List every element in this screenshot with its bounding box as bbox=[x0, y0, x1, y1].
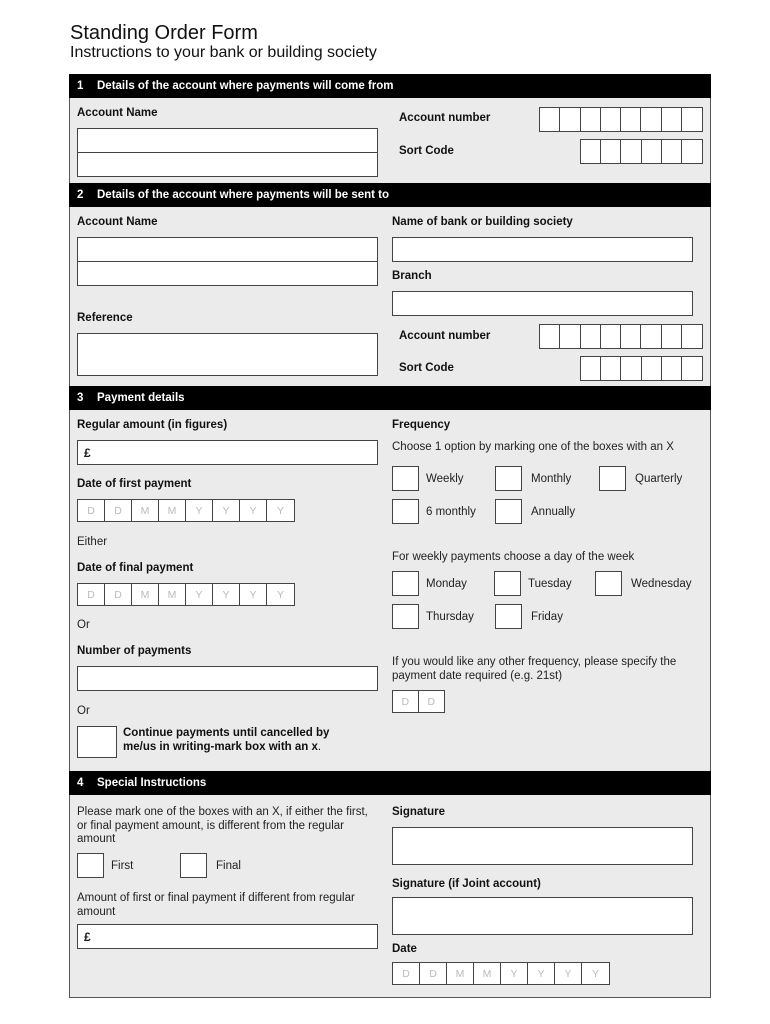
section-2-title: Details of the account where payments will be sent to bbox=[97, 189, 390, 201]
section-3-header bbox=[69, 386, 711, 410]
digit-cell[interactable] bbox=[621, 357, 641, 380]
six-monthly-checkbox[interactable] bbox=[392, 499, 419, 524]
date-cell[interactable]: Y bbox=[186, 500, 213, 521]
section-3-title: Payment details bbox=[97, 392, 185, 404]
s1-account-name-input-1[interactable] bbox=[77, 128, 378, 153]
date-cell[interactable]: M bbox=[474, 963, 501, 984]
s2-reference-label: Reference bbox=[77, 312, 133, 324]
s2-account-name-label: Account Name bbox=[77, 216, 158, 228]
date-label: Date bbox=[392, 943, 417, 955]
digit-cell[interactable] bbox=[621, 325, 641, 348]
digit-cell[interactable] bbox=[682, 357, 702, 380]
weekly-checkbox[interactable] bbox=[392, 466, 419, 491]
number-of-payments-input[interactable] bbox=[77, 666, 378, 691]
either-text: Either bbox=[77, 536, 108, 548]
day-cell[interactable]: D bbox=[393, 691, 419, 712]
digit-cell[interactable] bbox=[581, 357, 601, 380]
final-payment-date-grid[interactable] bbox=[77, 583, 295, 606]
digit-cell[interactable] bbox=[621, 140, 641, 163]
digit-cell[interactable] bbox=[662, 108, 682, 131]
joint-signature-input[interactable] bbox=[392, 897, 693, 935]
weekly-label: Weekly bbox=[426, 473, 464, 485]
regular-amount-input[interactable] bbox=[77, 440, 378, 465]
quarterly-checkbox[interactable] bbox=[599, 466, 626, 491]
frequency-instruction: Choose 1 option by marking one of the boxes with an X bbox=[392, 441, 674, 453]
date-cell[interactable]: Y bbox=[591, 967, 599, 980]
date-cell[interactable]: D bbox=[420, 963, 447, 984]
signature-input[interactable] bbox=[392, 827, 693, 865]
quarterly-label: Quarterly bbox=[635, 473, 683, 485]
s2-branch-label: Branch bbox=[392, 270, 432, 282]
date-cell[interactable]: D bbox=[105, 500, 132, 521]
date-cell[interactable]: M bbox=[159, 500, 186, 521]
amount-different-label: Amount of first or final payment if different from regular amount bbox=[77, 892, 355, 918]
date-cell[interactable]: Y bbox=[213, 584, 240, 605]
monthly-checkbox[interactable] bbox=[495, 466, 522, 491]
s1-account-name-input-2[interactable] bbox=[77, 152, 378, 177]
final-label: Final bbox=[216, 860, 241, 872]
digit-cell[interactable] bbox=[540, 108, 560, 131]
digit-cell[interactable] bbox=[601, 140, 621, 163]
date-cell[interactable]: Y bbox=[276, 504, 284, 517]
first-label: First bbox=[111, 860, 134, 872]
s1-sort-code-grid[interactable] bbox=[580, 139, 703, 164]
digit-cell[interactable] bbox=[641, 325, 661, 348]
digit-cell[interactable] bbox=[601, 325, 621, 348]
digit-cell[interactable] bbox=[621, 108, 641, 131]
s2-account-number-label: Account number bbox=[399, 330, 491, 342]
signature-date-grid[interactable] bbox=[392, 962, 610, 985]
section-4-title: Special Instructions bbox=[97, 777, 207, 789]
date-cell[interactable]: Y bbox=[240, 584, 267, 605]
different-amount-input[interactable] bbox=[77, 924, 378, 949]
s2-account-number-grid[interactable] bbox=[539, 324, 703, 349]
s1-sort-code-label: Sort Code bbox=[399, 145, 454, 157]
annually-label: Annually bbox=[531, 506, 576, 518]
digit-cell[interactable] bbox=[581, 325, 601, 348]
date-cell[interactable]: M bbox=[447, 963, 474, 984]
frequency-label: Frequency bbox=[392, 419, 451, 431]
first-payment-label: Date of first payment bbox=[77, 478, 192, 490]
thursday-checkbox[interactable] bbox=[392, 604, 419, 629]
section-1-header bbox=[69, 74, 711, 98]
date-cell[interactable]: M bbox=[159, 584, 186, 605]
section-1-number: 1 bbox=[77, 80, 84, 92]
continue-payments-checkbox[interactable] bbox=[77, 726, 117, 758]
s2-bank-name-input[interactable] bbox=[392, 237, 693, 262]
digit-cell[interactable] bbox=[682, 140, 702, 163]
continue-payments-label bbox=[123, 727, 363, 754]
digit-cell[interactable] bbox=[662, 140, 682, 163]
friday-label: Friday bbox=[531, 611, 563, 623]
date-cell[interactable]: Y bbox=[240, 500, 267, 521]
friday-checkbox[interactable] bbox=[495, 604, 522, 629]
special-instruction-text: Please mark one of the boxes with an X, if either the first, or final payment amount, is different from the regular amount bbox=[77, 806, 368, 845]
annually-checkbox[interactable] bbox=[495, 499, 522, 524]
final-checkbox[interactable] bbox=[180, 853, 207, 878]
weekly-day-instruction: For weekly payments choose a day of the week bbox=[392, 551, 635, 563]
continue-payments-period: . bbox=[317, 740, 322, 753]
other-frequency-day-grid[interactable] bbox=[392, 690, 445, 713]
number-of-payments-label: Number of payments bbox=[77, 645, 192, 657]
digit-cell[interactable] bbox=[560, 325, 580, 348]
page-subtitle: Instructions to your bank or building society bbox=[70, 44, 377, 61]
digit-cell[interactable] bbox=[662, 357, 682, 380]
or-text-2: Or bbox=[77, 705, 90, 717]
currency-symbol: £ bbox=[84, 930, 91, 944]
digit-cell[interactable] bbox=[682, 325, 702, 348]
s2-sort-code-grid[interactable] bbox=[580, 356, 703, 381]
section-4-header bbox=[69, 771, 711, 795]
regular-amount-label: Regular amount (in figures) bbox=[77, 419, 228, 431]
digit-cell[interactable] bbox=[581, 108, 601, 131]
s2-account-name-input-2[interactable] bbox=[77, 261, 378, 286]
s1-account-number-grid[interactable] bbox=[539, 107, 703, 132]
currency-symbol: £ bbox=[84, 446, 91, 460]
date-cell[interactable]: Y bbox=[555, 963, 582, 984]
thursday-label: Thursday bbox=[426, 611, 474, 623]
date-cell[interactable]: D bbox=[78, 500, 105, 521]
section-3-number: 3 bbox=[77, 392, 84, 404]
s2-reference-input[interactable] bbox=[77, 333, 378, 376]
date-cell[interactable]: Y bbox=[186, 584, 213, 605]
s1-account-number-label: Account number bbox=[399, 112, 491, 124]
monday-label: Monday bbox=[426, 578, 467, 590]
day-cell[interactable]: D bbox=[427, 695, 436, 708]
wednesday-checkbox[interactable] bbox=[595, 571, 622, 596]
digit-cell[interactable] bbox=[642, 140, 662, 163]
date-cell[interactable]: Y bbox=[213, 500, 240, 521]
date-cell[interactable]: D bbox=[105, 584, 132, 605]
digit-cell[interactable] bbox=[662, 325, 682, 348]
monthly-label: Monthly bbox=[531, 473, 572, 485]
continue-payments-text: Continue payments until cancelled by me/us in writing-mark box with an x bbox=[123, 727, 330, 753]
section-2-header bbox=[69, 183, 711, 207]
s2-branch-input[interactable] bbox=[392, 291, 693, 316]
date-cell[interactable]: Y bbox=[501, 963, 528, 984]
date-cell[interactable]: Y bbox=[276, 588, 284, 601]
s2-account-name-input-1[interactable] bbox=[77, 237, 378, 262]
digit-cell[interactable] bbox=[682, 108, 702, 131]
tuesday-checkbox[interactable] bbox=[494, 571, 521, 596]
digit-cell[interactable] bbox=[560, 108, 580, 131]
monday-checkbox[interactable] bbox=[392, 571, 419, 596]
first-payment-date-grid[interactable] bbox=[77, 499, 295, 522]
digit-cell[interactable] bbox=[540, 325, 560, 348]
date-cell[interactable]: D bbox=[393, 963, 420, 984]
page-title: Standing Order Form bbox=[70, 22, 258, 44]
or-text-1: Or bbox=[77, 619, 90, 631]
digit-cell[interactable] bbox=[601, 357, 621, 380]
digit-cell[interactable] bbox=[601, 108, 621, 131]
digit-cell[interactable] bbox=[642, 357, 662, 380]
six-monthly-label: 6 monthly bbox=[426, 506, 476, 518]
first-checkbox[interactable] bbox=[77, 853, 104, 878]
tuesday-label: Tuesday bbox=[528, 578, 572, 590]
s2-bank-name-label: Name of bank or building society bbox=[392, 216, 573, 228]
section-2-number: 2 bbox=[77, 189, 84, 201]
joint-signature-label: Signature (if Joint account) bbox=[392, 878, 541, 890]
s1-account-name-label: Account Name bbox=[77, 107, 158, 119]
s2-sort-code-label: Sort Code bbox=[399, 362, 454, 374]
date-cell[interactable]: M bbox=[132, 500, 159, 521]
digit-cell[interactable] bbox=[641, 108, 661, 131]
wednesday-label: Wednesday bbox=[631, 578, 692, 590]
section-4-number: 4 bbox=[77, 777, 84, 789]
date-cell[interactable]: Y bbox=[528, 963, 555, 984]
final-payment-label: Date of final payment bbox=[77, 562, 194, 574]
signature-label: Signature bbox=[392, 806, 446, 818]
section-1-title: Details of the account where payments will come from bbox=[97, 80, 394, 92]
date-cell[interactable]: D bbox=[78, 584, 105, 605]
date-cell[interactable]: M bbox=[132, 584, 159, 605]
digit-cell[interactable] bbox=[581, 140, 601, 163]
other-frequency-text: If you would like any other frequency, please specify the payment date required (e.g. 21st) bbox=[392, 656, 677, 682]
